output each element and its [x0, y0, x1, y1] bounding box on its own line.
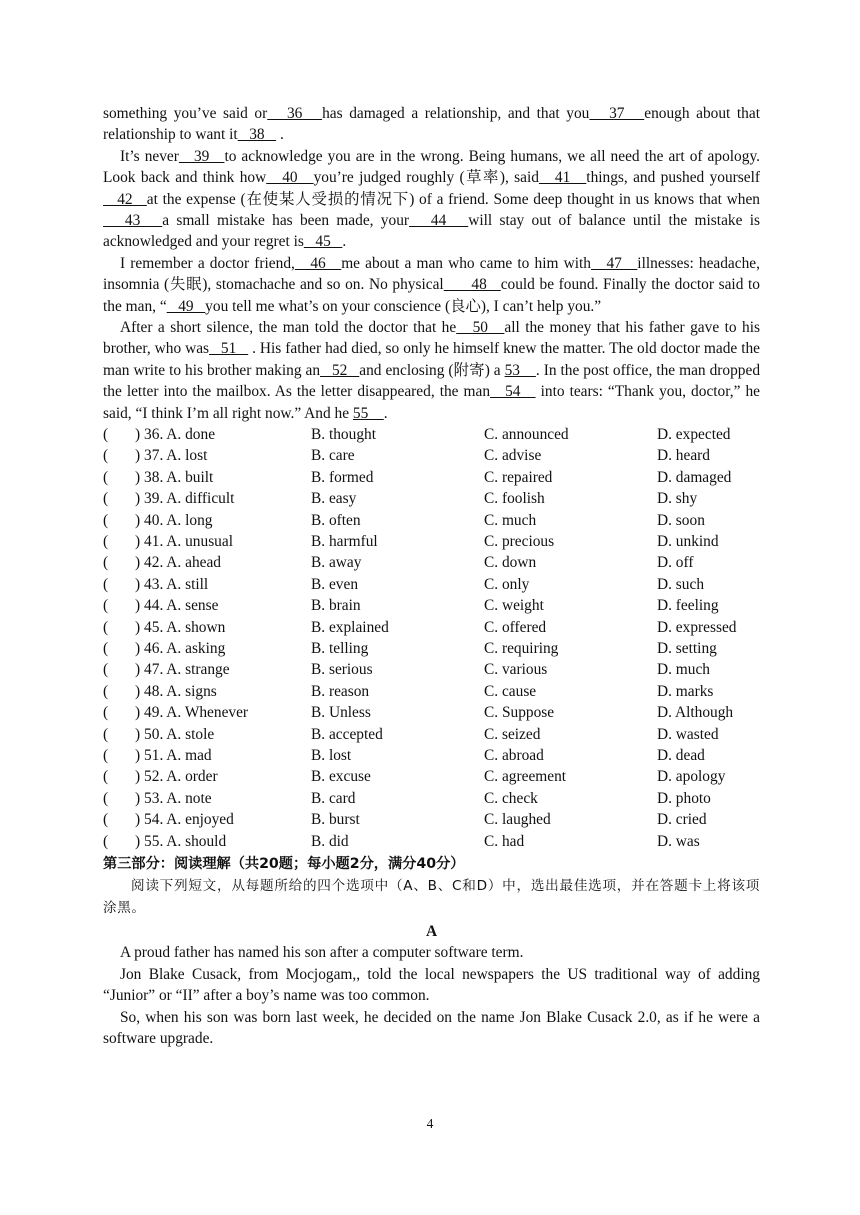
- option-row: [103, 531, 760, 552]
- separator: .: [159, 725, 167, 743]
- option-row: [103, 617, 760, 638]
- option-row: [103, 659, 760, 680]
- option-b: B. explained: [311, 618, 389, 636]
- answer-blank: 49: [166, 297, 206, 315]
- option-row: [103, 552, 760, 573]
- option-c: C. advise: [484, 447, 542, 465]
- answer-bracket[interactable]: ( ): [103, 640, 145, 657]
- option-b: B. excuse: [311, 768, 371, 786]
- text-run: After a short silence, the man told the doctor that he: [120, 319, 457, 337]
- separator: .: [159, 682, 167, 700]
- question-number-with-a: [103, 424, 311, 445]
- option-b: B. lost: [311, 746, 352, 764]
- text-run: It’s never: [120, 147, 179, 165]
- option-row: [103, 574, 760, 595]
- option-d: D. wasted: [657, 725, 719, 743]
- option-d: D. photo: [657, 789, 711, 807]
- question-number-with-a: [103, 766, 311, 787]
- option-a: A. difficult: [166, 490, 235, 508]
- answer-bracket[interactable]: ( ): [103, 768, 145, 786]
- option-a: A. Whenever: [166, 704, 249, 722]
- answer-bracket[interactable]: ( ): [103, 746, 145, 764]
- option-a: A. mad: [166, 746, 212, 764]
- answer-bracket[interactable]: ( ): [103, 468, 145, 486]
- text-run: has damaged a relationship, and that you: [322, 105, 590, 122]
- separator: .: [159, 597, 167, 615]
- text-run: .: [342, 233, 347, 251]
- text-run: will stay out of balance until the mistake is acknowledged and your regret is: [103, 212, 760, 251]
- separator: .: [159, 533, 167, 551]
- option-c: C. weight: [484, 597, 544, 615]
- separator: .: [159, 640, 167, 657]
- answer-blank: 51: [209, 340, 249, 358]
- option-c: C. much: [484, 511, 537, 529]
- answer-blank: 50: [456, 319, 505, 337]
- separator: .: [159, 426, 167, 444]
- question-number: 52: [144, 768, 160, 786]
- option-d: D. shy: [657, 490, 698, 508]
- option-b: B. card: [311, 789, 356, 807]
- text-run: things, and pushed yourself: [586, 169, 761, 187]
- question-number-with-a: [103, 531, 311, 552]
- separator: .: [159, 704, 167, 722]
- option-b: B. often: [311, 511, 361, 529]
- text-run: you tell me what’s on your conscience (良心), I can’t help you.”: [205, 297, 602, 315]
- options-list: [103, 424, 760, 852]
- passage-label: A: [425, 922, 438, 940]
- option-a: A. unusual: [166, 533, 233, 551]
- option-c: C. foolish: [484, 490, 545, 508]
- option-d: D. much: [657, 661, 711, 679]
- page-number: 4: [426, 1116, 434, 1131]
- option-d: D. soon: [657, 511, 705, 529]
- separator: .: [159, 811, 167, 829]
- answer-blank: 39: [178, 147, 225, 165]
- option-d: D. setting: [657, 640, 717, 657]
- separator: .: [159, 490, 167, 508]
- option-c: C. only: [484, 575, 530, 593]
- option-a: A. note: [166, 789, 212, 807]
- separator: .: [159, 768, 167, 786]
- text-run: me about a man who came to him with: [341, 254, 591, 272]
- option-b: B. away: [311, 554, 362, 572]
- question-number-with-a: [103, 659, 311, 680]
- question-number-with-a: [103, 809, 311, 830]
- option-c: C. announced: [484, 426, 569, 444]
- reading-passage: [103, 942, 760, 1049]
- answer-bracket[interactable]: ( ): [103, 554, 145, 572]
- option-c: C. cause: [484, 682, 537, 700]
- option-row: [103, 745, 760, 766]
- cloze-paragraph: [103, 103, 760, 146]
- answer-blank: 40: [266, 169, 314, 187]
- question-number-with-a: [103, 467, 311, 488]
- option-row: [103, 467, 760, 488]
- text-run: at the expense (在使某人受损的情况下) of a friend. Some deep thought in us knows that when: [146, 190, 760, 208]
- answer-bracket[interactable]: ( ): [103, 811, 145, 829]
- question-number: 40: [144, 511, 160, 529]
- answer-bracket[interactable]: ( ): [103, 618, 145, 636]
- option-row: [103, 766, 760, 787]
- separator: .: [159, 447, 167, 465]
- question-number: 53: [144, 789, 160, 807]
- option-b: B. brain: [311, 597, 361, 615]
- option-c: C. offered: [484, 618, 547, 636]
- text-run: a small mistake has been made, your: [162, 212, 410, 230]
- answer-bracket[interactable]: ( ): [103, 575, 145, 593]
- option-a: A. ahead: [166, 554, 221, 572]
- option-a: A. should: [166, 832, 227, 850]
- passage-paragraph: So, when his son was born last week, he decided on the name Jon Blake Cusack 2.0, as if he were a software upgrade.: [103, 1008, 760, 1047]
- option-row: [103, 788, 760, 809]
- separator: .: [159, 832, 167, 850]
- answer-blank: 54: [490, 383, 536, 401]
- cloze-paragraph: [103, 253, 760, 317]
- passage-paragraph: A proud father has named his son after a computer software term.: [120, 944, 524, 962]
- answer-bracket[interactable]: ( ): [103, 789, 145, 807]
- question-number-with-a: [103, 638, 311, 659]
- option-a: A. sense: [166, 597, 219, 615]
- question-number: 54: [144, 811, 160, 829]
- question-number-with-a: [103, 831, 311, 852]
- option-c: C. agreement: [484, 768, 567, 786]
- option-a: A. shown: [166, 618, 226, 636]
- answer-bracket[interactable]: ( ): [103, 682, 145, 700]
- text-run: to acknowledge you are in the wrong. Being humans, we all need the art of apology. Look back and think how: [103, 147, 760, 187]
- option-c: C. seized: [484, 725, 541, 743]
- answer-bracket[interactable]: ( ): [103, 832, 145, 850]
- question-number: 46: [144, 640, 160, 657]
- question-number: 47: [144, 661, 160, 679]
- option-d: D. expected: [657, 426, 731, 444]
- question-number-with-a: [103, 724, 311, 745]
- separator: .: [159, 554, 167, 572]
- option-row: [103, 638, 760, 659]
- option-d: D. feeling: [657, 597, 719, 615]
- question-number-with-a: [103, 552, 311, 573]
- question-number: 55: [144, 832, 160, 850]
- text-run: could be found. Finally the doctor said to the man, “: [103, 276, 760, 315]
- separator: .: [159, 468, 167, 486]
- answer-blank: 37: [589, 105, 645, 122]
- separator: .: [159, 618, 167, 636]
- separator: .: [159, 746, 167, 764]
- option-a: A. still: [166, 575, 209, 593]
- option-c: C. precious: [484, 533, 555, 551]
- answer-bracket[interactable]: ( ): [103, 426, 145, 444]
- question-number: 41: [144, 533, 160, 551]
- option-d: D. expressed: [657, 618, 737, 636]
- question-number: 42: [144, 554, 160, 572]
- option-b: B. thought: [311, 426, 376, 444]
- answer-blank: 48: [443, 276, 501, 294]
- question-number-with-a: [103, 788, 311, 809]
- option-row: [103, 724, 760, 745]
- text-run: all the money that his father gave to his brother, who was: [103, 319, 761, 358]
- option-a: A. asking: [166, 640, 226, 657]
- option-c: C. check: [484, 789, 538, 807]
- option-d: D. heard: [657, 447, 710, 465]
- option-c: C. laughed: [484, 811, 551, 829]
- text-run: I remember a doctor friend,: [120, 254, 295, 272]
- exam-page: [103, 103, 760, 1049]
- question-number: 39: [144, 490, 160, 508]
- option-c: C. requiring: [484, 640, 559, 657]
- question-number: 49: [144, 704, 160, 722]
- answer-bracket[interactable]: ( ): [103, 533, 145, 551]
- option-d: D. was: [657, 832, 700, 850]
- answer-blank: 45: [303, 233, 343, 251]
- text-run: something you’ve said or: [103, 105, 268, 122]
- option-c: C. down: [484, 554, 537, 572]
- option-a: A. strange: [166, 661, 230, 679]
- separator: .: [159, 661, 167, 679]
- answer-bracket[interactable]: ( ): [103, 597, 145, 615]
- option-c: C. repaired: [484, 468, 553, 486]
- answer-bracket[interactable]: ( ): [103, 490, 145, 508]
- answer-bracket[interactable]: ( ): [103, 704, 145, 722]
- passage-paragraph: Jon Blake Cusack, from Mocjogam,, told the local newspapers the US traditional way of adding “Junior” or “II” after a boy’s name was too common.: [103, 965, 760, 1005]
- answer-blank: 53: [504, 361, 536, 379]
- question-number-with-a: [103, 488, 311, 509]
- text-run: .: [383, 404, 388, 422]
- option-row: [103, 681, 760, 702]
- question-number-with-a: [103, 510, 311, 531]
- option-b: B. telling: [311, 640, 369, 657]
- answer-blank: 44: [409, 212, 469, 230]
- option-d: D. damaged: [657, 468, 732, 486]
- answer-bracket[interactable]: ( ): [103, 447, 145, 465]
- option-row: [103, 510, 760, 531]
- text-run: illnesses: headache, insomnia (失眠), stomachache and so on. No physical: [103, 254, 760, 294]
- answer-bracket[interactable]: ( ): [103, 661, 145, 679]
- option-row: [103, 488, 760, 509]
- option-b: B. serious: [311, 661, 373, 679]
- option-row: [103, 424, 760, 445]
- option-b: B. did: [311, 832, 349, 850]
- question-number: 43: [144, 575, 160, 593]
- option-d: D. apology: [657, 768, 726, 786]
- question-number-with-a: [103, 445, 311, 466]
- text-run: you’re judged roughly (草率), said: [313, 169, 539, 187]
- option-b: B. burst: [311, 811, 360, 829]
- option-d: D. such: [657, 575, 705, 593]
- option-b: B. harmful: [311, 533, 378, 551]
- question-number-with-a: [103, 745, 311, 766]
- option-a: A. done: [166, 426, 216, 444]
- question-number: 37: [144, 447, 160, 465]
- answer-blank: 43: [103, 212, 163, 230]
- separator: .: [159, 575, 167, 593]
- option-a: A. lost: [166, 447, 208, 465]
- question-number-with-a: [103, 595, 311, 616]
- question-number: 50: [144, 725, 160, 743]
- option-c: C. abroad: [484, 746, 544, 764]
- option-a: A. enjoyed: [166, 811, 234, 829]
- answer-bracket[interactable]: ( ): [103, 725, 145, 743]
- text-run: into tears: “Thank you, doctor,” he said, “I think I’m all right now.” And he: [103, 383, 760, 422]
- option-c: C. had: [484, 832, 525, 850]
- option-row: [103, 809, 760, 830]
- option-row: [103, 831, 760, 852]
- text-run: .: [276, 126, 284, 144]
- answer-blank: 46: [294, 254, 342, 272]
- question-number-with-a: [103, 681, 311, 702]
- section-heading: 第三部分：阅读理解（共20题；每小题2分，满分40分）: [103, 855, 465, 872]
- option-a: A. stole: [166, 725, 215, 743]
- option-a: A. order: [166, 768, 218, 786]
- option-b: B. Unless: [311, 704, 371, 722]
- option-c: C. Suppose: [484, 704, 555, 722]
- answer-bracket[interactable]: ( ): [103, 511, 145, 529]
- option-row: [103, 445, 760, 466]
- option-b: B. even: [311, 575, 359, 593]
- option-b: B. accepted: [311, 725, 383, 743]
- option-d: D. cried: [657, 811, 707, 829]
- question-number: 44: [144, 597, 160, 615]
- text-run: . His father had died, so only he himself knew the matter. The old doctor made the man write to his brother making an: [103, 340, 761, 379]
- option-b: B. easy: [311, 490, 357, 508]
- option-a: A. long: [166, 511, 213, 529]
- separator: .: [159, 511, 167, 529]
- option-d: D. unkind: [657, 533, 719, 551]
- question-number-with-a: [103, 574, 311, 595]
- question-number: 45: [144, 618, 160, 636]
- option-b: B. formed: [311, 468, 374, 486]
- option-a: A. signs: [166, 682, 217, 700]
- option-d: D. off: [657, 554, 694, 572]
- answer-blank: 41: [538, 169, 587, 187]
- text-run: . In the post office, the man dropped the letter into the mailbox. As the letter disappeared, the man: [103, 361, 761, 401]
- question-number: 38: [144, 468, 160, 486]
- question-number: 48: [144, 682, 160, 700]
- answer-blank: 47: [590, 254, 638, 272]
- answer-blank: 36: [267, 105, 323, 122]
- section-instruction: 阅读下列短文，从每题所给的四个选项中（A、B、C和D）中，选出最佳选项，并在答题卡上将该项涂黑。: [103, 877, 760, 916]
- cloze-passage: [103, 103, 760, 424]
- option-b: B. care: [311, 447, 355, 465]
- cloze-paragraph: [103, 317, 760, 424]
- answer-blank: 52: [320, 361, 360, 379]
- question-number: 36: [144, 426, 160, 444]
- text-run: enough about that relationship to want it: [103, 105, 760, 144]
- option-row: [103, 595, 760, 616]
- cloze-paragraph: [103, 146, 760, 253]
- answer-blank: 38: [237, 126, 277, 144]
- option-row: [103, 702, 760, 723]
- text-run: and enclosing (附寄) a: [359, 361, 505, 379]
- option-a: A. built: [166, 468, 214, 486]
- answer-blank: 42: [103, 190, 147, 208]
- question-number: 51: [144, 746, 160, 764]
- option-d: D. Although: [657, 704, 734, 722]
- answer-blank: 55: [352, 404, 384, 422]
- option-d: D. marks: [657, 682, 714, 700]
- separator: .: [159, 789, 167, 807]
- question-number-with-a: [103, 702, 311, 723]
- option-d: D. dead: [657, 746, 705, 764]
- question-number-with-a: [103, 617, 311, 638]
- option-b: B. reason: [311, 682, 370, 700]
- option-c: C. various: [484, 661, 548, 679]
